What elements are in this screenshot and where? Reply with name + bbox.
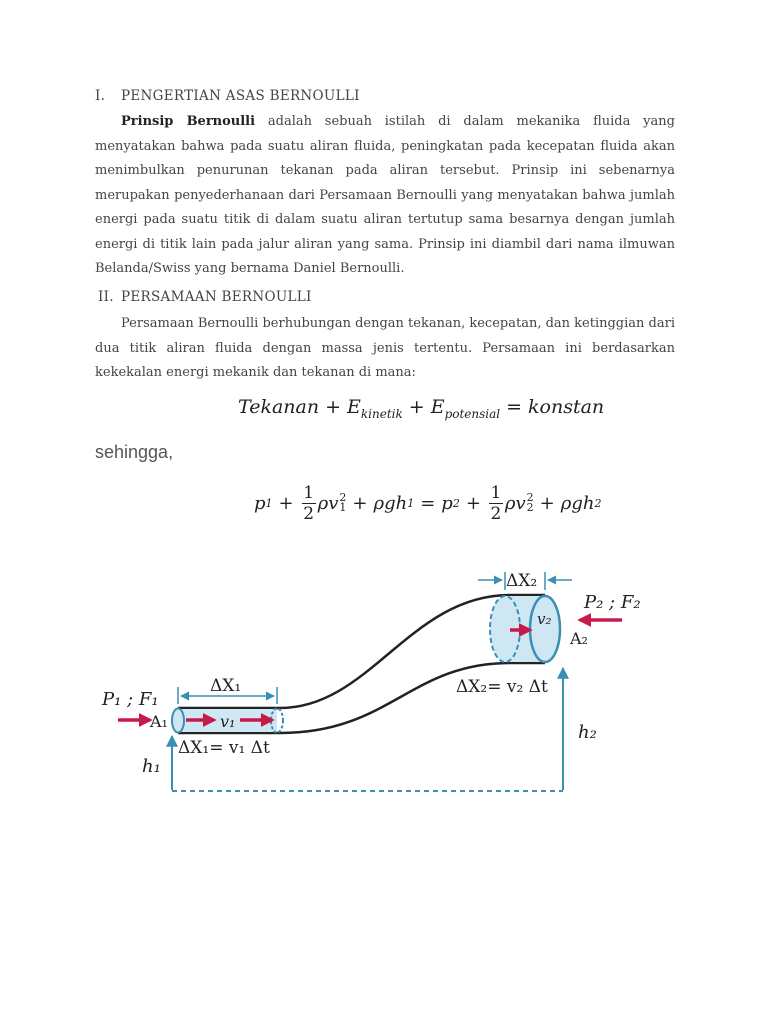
eq2-p1: p (254, 492, 266, 514)
label-p1-f1: P₁ ; F₁ (102, 689, 159, 710)
eq2-v1: v (328, 492, 339, 514)
fluid-cap-1-left (172, 709, 184, 733)
eq2-p2-sub: 2 (452, 496, 460, 510)
eq2-half-num-1: 1 (303, 482, 315, 503)
label-dx1-equation: ΔX₁= v₁ Δt (178, 738, 270, 758)
eq2-v2-square: 2 (526, 491, 534, 504)
eq2-v2-scripts (527, 493, 534, 513)
section-2-paragraph (95, 312, 675, 386)
section-1-paragraph (95, 110, 675, 282)
eq2-half-num-2: 1 (490, 482, 502, 503)
eq2-half-fraction-2 (489, 483, 503, 524)
section-2-text: Persamaan Bernoulli berhubungan dengan tekanan, kecepatan, dan ketinggian dari dua titik aliran fluida dengan massa jenis tertentu. Persamaan ini berdasarkan kekekalan energi mekanik dan tekanan di mana: (95, 316, 675, 380)
eq1-sub-potensial: potensial (444, 406, 501, 421)
section-1-number: I. (95, 88, 106, 104)
sehingga-text: sehingga, (95, 442, 174, 462)
label-dx2-equation: ΔX₂= v₂ Δt (456, 677, 548, 697)
section-2-title: PERSAMAAN BERNOULLI (121, 289, 312, 305)
eq2-rgh-2: ρgh (560, 492, 595, 514)
label-a1: A₁ (150, 712, 168, 731)
eq2-v1-sub: 1 (339, 501, 347, 514)
eq2-rho-1: ρ (317, 492, 329, 514)
energy-equation: Tekanan + $E_{kinetik} + E_{potensial}$ = konstan (238, 396, 605, 421)
label-p2-f2: P₂ ; F₂ (584, 592, 641, 613)
eq1-term-e-potensial: E (430, 396, 445, 418)
eq2-half-den-1: 2 (303, 503, 315, 524)
eq2-rgh-1: ρgh (373, 492, 408, 514)
eq2-v1-square: 2 (339, 491, 347, 504)
eq2-v1-scripts (339, 493, 346, 513)
section-2-number: II. (98, 289, 114, 305)
eq1-sub-kinetik: kinetik (360, 406, 403, 421)
fluid-cap-2-right (530, 596, 560, 662)
label-h2: h₂ (578, 722, 597, 743)
eq1-term-tekanan: Tekanan (238, 396, 320, 418)
section-1-heading (95, 88, 360, 104)
eq2-half-fraction-1 (302, 483, 316, 524)
section-1-title: PENGERTIAN ASAS BERNOULLI (121, 88, 360, 104)
eq2-p2: p (441, 492, 453, 514)
eq2-half-den-2: 2 (490, 503, 502, 524)
eq1-rhs-konstan: konstan (528, 396, 605, 418)
label-v1: v₁ (220, 712, 236, 731)
bernoulli-pipe-diagram (0, 560, 768, 810)
label-h1: h₁ (142, 756, 161, 777)
eq2-v2: v (515, 492, 526, 514)
eq2-p1-sub: 1 (265, 496, 273, 510)
bernoulli-equation: p 1 + $\frac{1}{2}$ ρ v 2 1 + ρgh 1 = p 2 + $\frac{1}{2}$ ρ v 2 2 + ρgh 2 (254, 482, 602, 524)
label-dx1-top: ΔX₁ (210, 676, 242, 696)
eq2-rho-2: ρ (504, 492, 516, 514)
eq2-v2-sub: 2 (526, 501, 534, 514)
eq2-h1-sub: 1 (407, 496, 415, 510)
label-v2: v₂ (537, 610, 552, 628)
section-1-text: adalah sebuah istilah di dalam mekanika fluida yang menyatakan bahwa pada suatu aliran fluida, peningkatan pada kecepatan fluida akan menimbulkan penurunan tekanan pada aliran tersebut. Prinsip ini sebenarnya merupakan penyederhanaan dari Persamaan Bernoulli yang menyatakan bahwa jumlah energi pada suatu titik di dalam suatu aliran tertutup sama besarnya dengan jumlah energi di titik lain pada jalur aliran yang sama. Prinsip ini diambil dari nama ilmuwan Belanda/Swiss yang bernama Daniel Bernoulli. (95, 114, 675, 276)
eq2-h2-sub: 2 (594, 496, 602, 510)
label-a2: A₂ (570, 629, 588, 648)
section-2-heading (98, 289, 312, 305)
eq1-term-e-kinetik: E (347, 396, 361, 418)
bold-lead-term: Prinsip Bernoulli (121, 114, 256, 129)
label-dx2-top: ΔX₂ (506, 571, 538, 591)
